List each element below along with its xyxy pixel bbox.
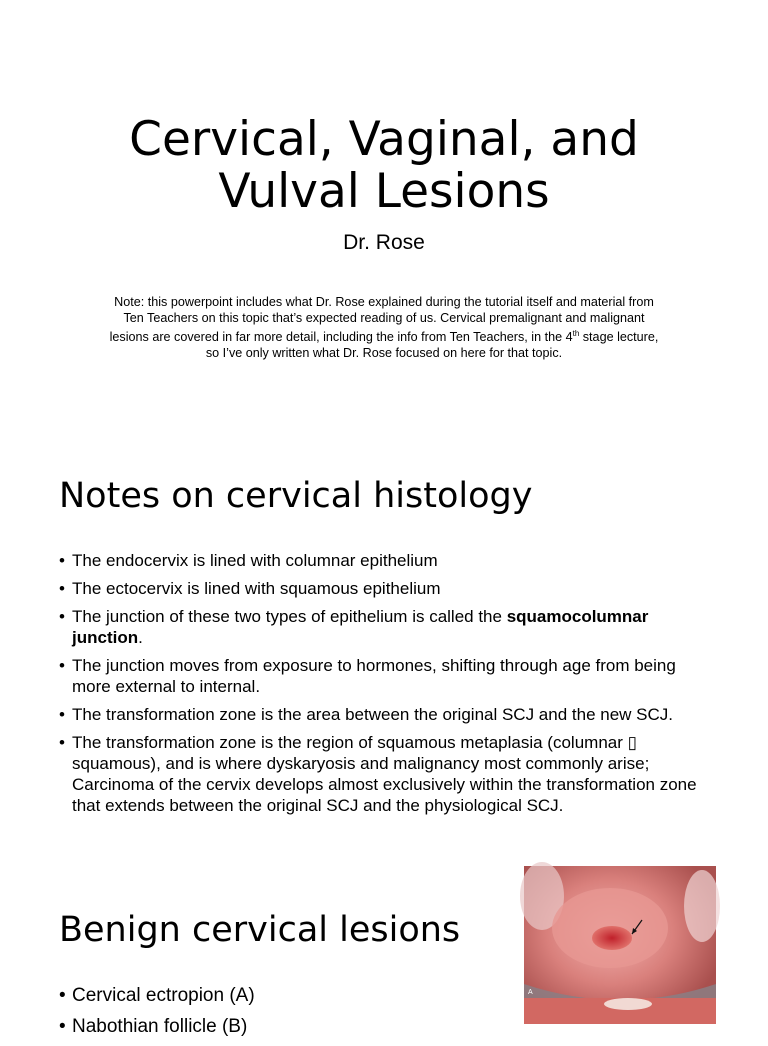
bullet-text: The ectocervix is lined with squamous epithelium bbox=[72, 579, 441, 598]
bullet-text: Nabothian follicle (B) bbox=[72, 1016, 248, 1037]
cervix-photo bbox=[524, 866, 716, 1024]
list-item bbox=[59, 704, 704, 725]
bullet-text: The transformation zone is the area between the original SCJ and the new SCJ. bbox=[72, 705, 674, 724]
list-item bbox=[59, 578, 704, 599]
presentation-title bbox=[60, 114, 708, 218]
histology-slide bbox=[0, 432, 768, 842]
note-text-end: stage lecture, so I’ve only written what Dr. Rose focused on here for that topic. bbox=[205, 330, 659, 361]
bullet-icon: • bbox=[59, 551, 65, 570]
bullet-text: The endocervix is lined with columnar epithelium bbox=[72, 551, 438, 570]
bullet-text: Cervical ectropion (A) bbox=[72, 985, 255, 1006]
benign-lesions-slide bbox=[0, 852, 768, 1037]
note-text: Note: this powerpoint includes what Dr. Rose explained during the tutorial itself and material from Ten Teachers on this topic that’s expected reading of us. Cervical premalignant and malignant lesions are covered in far more detail, including the info from Ten Teachers, in the 4 bbox=[109, 295, 654, 345]
list-item bbox=[59, 550, 704, 571]
slide-heading: Notes on cervical histology bbox=[59, 476, 533, 516]
photo-label-a: A bbox=[528, 989, 533, 996]
bullet-icon: • bbox=[59, 985, 66, 1006]
title-line-2: Vulval Lesions bbox=[218, 164, 550, 219]
bullet-icon: • bbox=[59, 705, 65, 724]
bullet-icon: • bbox=[59, 733, 65, 752]
bullet-icon: • bbox=[59, 607, 65, 626]
intro-note bbox=[104, 294, 664, 361]
slide-heading: Benign cervical lesions bbox=[59, 910, 461, 950]
bullet-list bbox=[59, 550, 704, 823]
bullet-text-end: . bbox=[138, 628, 143, 647]
list-item bbox=[59, 732, 704, 816]
list-item bbox=[59, 655, 704, 697]
cervix-photo-graphic bbox=[524, 866, 716, 1024]
bullet-icon: • bbox=[59, 656, 65, 675]
bullet-icon: • bbox=[59, 1016, 66, 1037]
bullet-text: The junction moves from exposure to hormones, shifting through age from being more external to internal. bbox=[72, 656, 676, 696]
presenter-name: Dr. Rose bbox=[343, 231, 425, 254]
bullet-text: The transformation zone is the region of squamous metaplasia (columnar ▯ squamous), and is where dyskaryosis and malignancy most commonly arise; Carcinoma of the cervix develops almost exclusively within the transformation zone that extends between the original SCJ and the physiological SCJ. bbox=[72, 733, 697, 815]
bold-term: squamocolumnar junction bbox=[72, 607, 649, 647]
title-slide bbox=[0, 0, 768, 420]
bullet-text: The junction of these two types of epithelium is called the bbox=[72, 607, 507, 626]
title-line-1: Cervical, Vaginal, and bbox=[129, 112, 639, 167]
note-superscript: th bbox=[572, 329, 580, 338]
list-item bbox=[59, 606, 704, 648]
bullet-icon: • bbox=[59, 579, 65, 598]
